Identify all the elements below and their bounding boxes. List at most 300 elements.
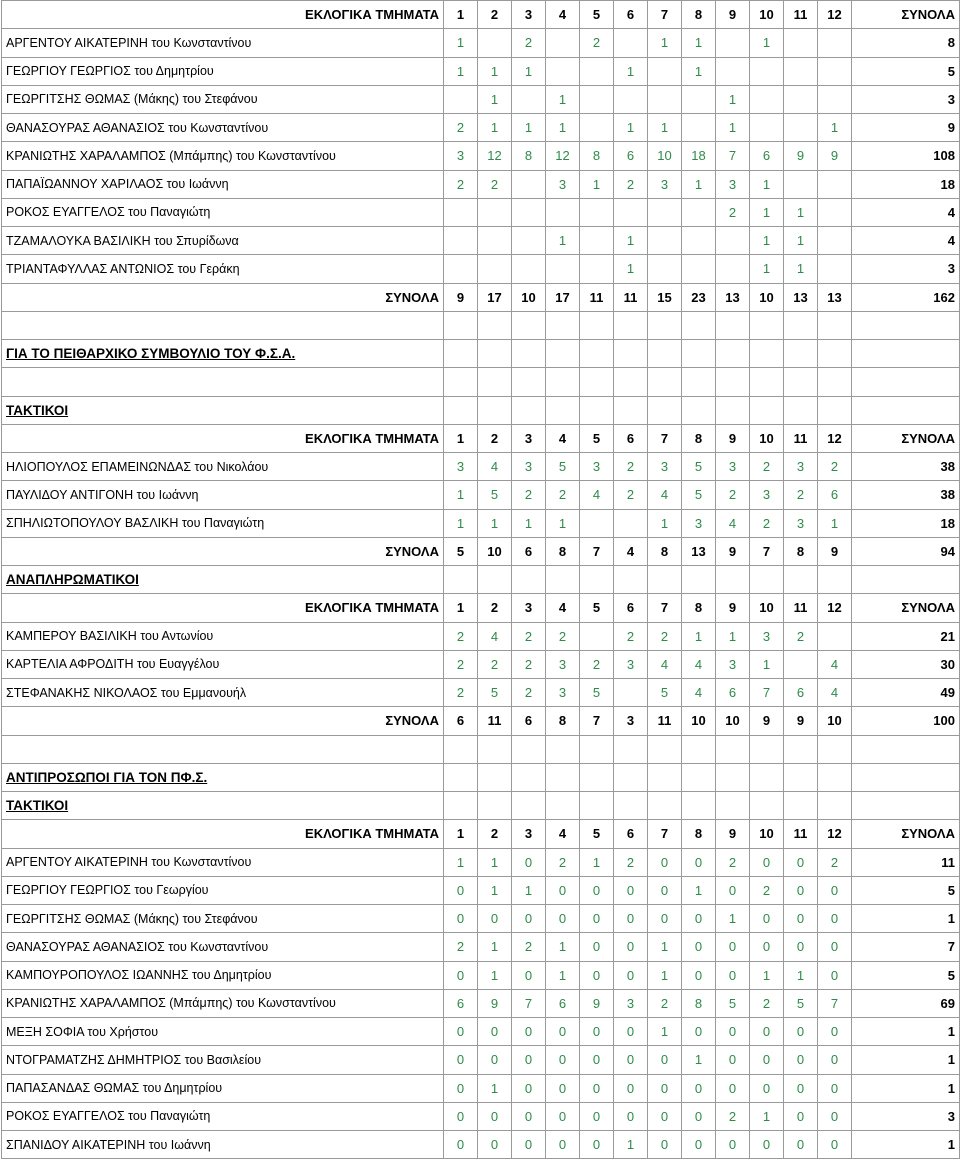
vote-cell: 1 [546,933,580,961]
table-row [2,453,960,481]
empty-cell [478,735,512,763]
vote-cell: 2 [614,170,648,198]
empty-cell [478,792,512,820]
vote-cell: 4 [716,509,750,537]
empty-cell [750,368,784,396]
station-number-header: 10 [750,820,784,848]
vote-cell: 0 [648,905,682,933]
candidate-total: 30 [852,650,960,678]
vote-cell: 9 [580,989,614,1017]
vote-cell: 0 [580,1074,614,1102]
candidate-total: 11 [852,848,960,876]
candidate-total: 1 [852,1018,960,1046]
vote-cell: 1 [512,509,546,537]
vote-cell: 0 [512,1046,546,1074]
spacer-row [2,368,960,396]
grand-total: 94 [852,537,960,565]
vote-cell [682,114,716,142]
vote-cell: 0 [648,876,682,904]
column-header-row [2,594,960,622]
station-number-header: 2 [478,424,512,452]
station-number-header: 3 [512,820,546,848]
candidate-name: ΓΕΩΡΓΙΟΥ ΓΕΩΡΓΙΟΣ του Γεωργίου [2,876,444,904]
empty-cell [2,735,444,763]
vote-cell: 3 [580,453,614,481]
station-number-header: 3 [512,594,546,622]
vote-cell [648,198,682,226]
candidate-total: 38 [852,453,960,481]
empty-cell [682,792,716,820]
station-number-header: 12 [818,1,852,29]
station-number-header: 11 [784,1,818,29]
candidate-total: 9 [852,114,960,142]
sum-label: ΣΥΝΟΛΑ [2,707,444,735]
empty-cell [818,566,852,594]
vote-cell: 1 [648,933,682,961]
vote-cell: 0 [750,933,784,961]
representatives-section-title-row [2,763,960,791]
table-row [2,29,960,57]
station-number-header: 12 [818,820,852,848]
empty-cell [444,311,478,339]
column-sum: 10 [750,283,784,311]
vote-cell: 1 [546,509,580,537]
vote-cell: 12 [546,142,580,170]
empty-cell [784,735,818,763]
vote-cell: 3 [444,142,478,170]
table-row [2,114,960,142]
vote-cell: 2 [444,650,478,678]
vote-cell: 0 [614,905,648,933]
station-number-header: 9 [716,424,750,452]
vote-cell: 1 [750,961,784,989]
vote-cell [512,198,546,226]
vote-cell: 2 [444,170,478,198]
sum-row [2,283,960,311]
vote-cell: 1 [546,961,580,989]
station-number-header: 11 [784,424,818,452]
candidate-name: ΤΖΑΜΑΛΟΥΚΑ ΒΑΣΙΛΙΚΗ του Σπυρίδωνα [2,227,444,255]
vote-cell: 0 [444,1102,478,1130]
vote-cell [478,198,512,226]
vote-cell [512,85,546,113]
vote-cell: 18 [682,142,716,170]
vote-cell: 7 [512,989,546,1017]
vote-cell: 1 [648,29,682,57]
empty-cell [614,311,648,339]
table-row [2,848,960,876]
column-header-row [2,1,960,29]
vote-cell [512,227,546,255]
empty-cell [716,340,750,368]
station-number-header: 1 [444,1,478,29]
empty-cell [750,763,784,791]
station-number-header: 6 [614,1,648,29]
empty-cell [716,735,750,763]
empty-cell [648,566,682,594]
vote-cell: 3 [784,453,818,481]
table-row [2,650,960,678]
column-sum: 9 [750,707,784,735]
vote-cell: 2 [614,622,648,650]
table-row [2,142,960,170]
vote-cell: 0 [648,848,682,876]
vote-cell [818,622,852,650]
station-number-header: 4 [546,820,580,848]
vote-cell: 0 [750,1018,784,1046]
vote-cell [648,57,682,85]
vote-cell: 2 [580,29,614,57]
station-number-header: 1 [444,594,478,622]
vote-cell: 1 [716,622,750,650]
candidate-name: ΑΡΓΕΝΤΟΥ ΑΙΚΑΤΕΡΙΝΗ του Κωνσταντίνου [2,848,444,876]
vote-cell: 0 [444,1018,478,1046]
vote-cell [580,255,614,283]
column-sum: 7 [750,537,784,565]
vote-cell: 1 [818,509,852,537]
empty-cell [512,763,546,791]
candidate-total: 5 [852,876,960,904]
vote-cell: 6 [784,679,818,707]
vote-cell: 1 [648,114,682,142]
station-number-header: 5 [580,594,614,622]
empty-cell [478,340,512,368]
empty-cell [546,763,580,791]
empty-cell [2,368,444,396]
vote-cell [818,57,852,85]
station-number-header: 2 [478,594,512,622]
representatives-regulars-title: ΤΑΚΤΙΚΟΙ [2,792,444,820]
vote-cell: 1 [784,198,818,226]
table-row [2,876,960,904]
station-number-header: 7 [648,1,682,29]
station-number-header: 2 [478,1,512,29]
vote-cell: 2 [750,876,784,904]
table-row [2,1131,960,1159]
vote-cell: 1 [512,114,546,142]
vote-cell: 4 [648,481,682,509]
station-number-header: 10 [750,424,784,452]
vote-cell: 0 [818,1018,852,1046]
sum-row [2,707,960,735]
table-row [2,933,960,961]
vote-cell: 2 [750,509,784,537]
vote-cell: 1 [444,481,478,509]
column-sum: 17 [478,283,512,311]
candidate-name: ΗΛΙΟΠΟΥΛΟΣ ΕΠΑΜΕΙΝΩΝΔΑΣ του Νικολάου [2,453,444,481]
column-sum: 9 [818,537,852,565]
representatives-regulars-title-row [2,792,960,820]
empty-cell [512,340,546,368]
table-row [2,227,960,255]
vote-cell: 2 [546,481,580,509]
vote-cell: 2 [444,622,478,650]
vote-cell: 0 [614,961,648,989]
vote-cell: 1 [614,114,648,142]
column-sum: 13 [784,283,818,311]
vote-cell: 2 [716,198,750,226]
regulars-title: ΤΑΚΤΙΚΟΙ [2,396,444,424]
vote-cell: 0 [444,905,478,933]
vote-cell: 1 [784,227,818,255]
vote-cell: 0 [444,876,478,904]
vote-cell: 0 [580,961,614,989]
polling-stations-header: ΕΚΛΟΓΙΚΑ ΤΜΗΜΑΤΑ [2,594,444,622]
vote-cell: 0 [750,848,784,876]
candidate-total: 1 [852,1131,960,1159]
vote-cell [478,255,512,283]
candidate-name: ΝΤΟΓΡΑΜΑΤΖΗΣ ΔΗΜΗΤΡΙΟΣ του Βασιλείου [2,1046,444,1074]
vote-cell: 1 [682,876,716,904]
vote-cell: 0 [580,1131,614,1159]
vote-cell: 0 [546,1046,580,1074]
empty-cell [716,566,750,594]
empty-cell [546,735,580,763]
totals-header: ΣΥΝΟΛΑ [852,424,960,452]
totals-header: ΣΥΝΟΛΑ [852,594,960,622]
table-row [2,622,960,650]
vote-cell: 3 [648,453,682,481]
vote-cell [614,85,648,113]
vote-cell: 1 [580,848,614,876]
column-sum: 8 [546,707,580,735]
totals-header: ΣΥΝΟΛΑ [852,1,960,29]
vote-cell: 0 [614,1074,648,1102]
vote-cell: 0 [512,848,546,876]
empty-cell [444,792,478,820]
candidate-name: ΡΟΚΟΣ ΕΥΑΓΓΕΛΟΣ του Παναγιώτη [2,198,444,226]
vote-cell [478,227,512,255]
empty-cell [648,340,682,368]
empty-cell [852,368,960,396]
empty-cell [512,396,546,424]
column-sum: 11 [580,283,614,311]
station-number-header: 7 [648,820,682,848]
empty-cell [444,566,478,594]
empty-cell [444,735,478,763]
vote-cell [784,170,818,198]
column-sum: 3 [614,707,648,735]
empty-cell [580,763,614,791]
vote-cell: 1 [648,961,682,989]
empty-cell [818,311,852,339]
vote-cell: 3 [444,453,478,481]
vote-cell: 1 [750,650,784,678]
column-sum: 7 [580,707,614,735]
empty-cell [614,396,648,424]
candidate-name: ΚΑΜΠΟΥΡΟΠΟΥΛΟΣ ΙΩΑΝΝΗΣ του Δημητρίου [2,961,444,989]
station-number-header: 1 [444,820,478,848]
candidate-name: ΠΑΠΑΣΑΝΔΑΣ ΘΩΜΑΣ του Δημητρίου [2,1074,444,1102]
candidate-name: ΚΑΡΤΕΛΙΑ ΑΦΡΟΔΙΤΗ του Ευαγγέλου [2,650,444,678]
vote-cell [444,85,478,113]
empty-cell [580,311,614,339]
vote-cell: 3 [682,509,716,537]
empty-cell [580,566,614,594]
vote-cell [546,198,580,226]
vote-cell: 2 [614,453,648,481]
vote-cell: 2 [750,453,784,481]
empty-cell [478,566,512,594]
empty-cell [546,311,580,339]
column-sum: 10 [682,707,716,735]
empty-cell [444,340,478,368]
empty-cell [750,340,784,368]
vote-cell: 0 [580,905,614,933]
empty-cell [614,566,648,594]
candidate-name: ΚΑΜΠΕΡΟΥ ΒΑΣΙΛΙΚΗ του Αντωνίου [2,622,444,650]
candidate-total: 38 [852,481,960,509]
empty-cell [818,735,852,763]
column-sum: 9 [444,283,478,311]
vote-cell: 0 [784,876,818,904]
vote-cell: 0 [512,1131,546,1159]
column-sum: 5 [444,537,478,565]
candidate-name: ΤΡΙΑΝΤΑΦΥΛΛΑΣ ΑΝΤΩΝΙΟΣ του Γεράκη [2,255,444,283]
vote-cell: 3 [546,170,580,198]
vote-cell: 3 [614,650,648,678]
vote-cell: 2 [512,933,546,961]
vote-cell: 2 [648,622,682,650]
vote-cell: 1 [750,227,784,255]
vote-cell: 1 [478,509,512,537]
vote-cell: 0 [444,961,478,989]
candidate-name: ΘΑΝΑΣΟΥΡΑΣ ΑΘΑΝΑΣΙΟΣ του Κωνσταντίνου [2,114,444,142]
station-number-header: 4 [546,1,580,29]
column-sum: 9 [784,707,818,735]
column-sum: 11 [478,707,512,735]
empty-cell [852,340,960,368]
table-row [2,905,960,933]
vote-cell: 0 [580,1102,614,1130]
empty-cell [614,763,648,791]
vote-cell: 0 [614,876,648,904]
empty-cell [648,792,682,820]
table-row [2,1102,960,1130]
vote-cell [512,255,546,283]
empty-cell [648,311,682,339]
table-row [2,1018,960,1046]
vote-cell: 0 [614,1018,648,1046]
vote-cell [682,255,716,283]
vote-cell: 1 [546,227,580,255]
candidate-total: 5 [852,961,960,989]
station-number-header: 1 [444,424,478,452]
empty-cell [682,368,716,396]
vote-cell: 0 [444,1131,478,1159]
column-sum: 10 [818,707,852,735]
column-sum: 8 [546,537,580,565]
station-number-header: 11 [784,594,818,622]
vote-cell: 0 [682,933,716,961]
vote-cell: 0 [512,1018,546,1046]
column-sum: 17 [546,283,580,311]
vote-cell: 1 [750,1102,784,1130]
vote-cell: 0 [818,1046,852,1074]
candidate-total: 1 [852,1046,960,1074]
column-sum: 6 [444,707,478,735]
empty-cell [444,368,478,396]
vote-cell [682,198,716,226]
candidate-total: 7 [852,933,960,961]
vote-cell: 3 [546,650,580,678]
empty-cell [818,792,852,820]
vote-cell: 8 [512,142,546,170]
candidate-name: ΑΡΓΕΝΤΟΥ ΑΙΚΑΤΕΡΙΝΗ του Κωνσταντίνου [2,29,444,57]
vote-cell: 1 [648,1018,682,1046]
station-number-header: 7 [648,424,682,452]
results-table [1,0,960,1159]
sum-label: ΣΥΝΟΛΑ [2,537,444,565]
vote-cell: 2 [444,679,478,707]
vote-cell [580,198,614,226]
vote-cell: 2 [512,679,546,707]
vote-cell: 0 [648,1102,682,1130]
vote-cell: 1 [478,114,512,142]
column-sum: 4 [614,537,648,565]
vote-cell: 0 [546,1131,580,1159]
vote-cell [818,255,852,283]
vote-cell: 5 [682,481,716,509]
representatives-section-title: ΑΝΤΙΠΡΟΣΩΠΟΙ ΓΙΑ ΤΟΝ ΠΦ.Σ. [2,763,444,791]
vote-cell: 1 [478,1074,512,1102]
vote-cell: 0 [478,1018,512,1046]
vote-cell: 0 [716,933,750,961]
vote-cell: 3 [750,481,784,509]
vote-cell [784,650,818,678]
vote-cell [580,57,614,85]
vote-cell: 0 [750,1074,784,1102]
station-number-header: 2 [478,820,512,848]
station-number-header: 4 [546,594,580,622]
vote-cell: 0 [546,905,580,933]
column-sum: 8 [648,537,682,565]
empty-cell [750,311,784,339]
candidate-total: 18 [852,170,960,198]
empty-cell [444,763,478,791]
vote-cell: 2 [614,848,648,876]
vote-cell: 0 [750,1131,784,1159]
vote-cell: 7 [750,679,784,707]
empty-cell [852,735,960,763]
station-number-header: 8 [682,1,716,29]
vote-cell: 0 [580,1018,614,1046]
candidate-total: 3 [852,255,960,283]
column-header-row [2,424,960,452]
candidate-total: 3 [852,1102,960,1130]
vote-cell: 0 [682,848,716,876]
vote-cell: 0 [682,905,716,933]
station-number-header: 3 [512,424,546,452]
vote-cell [546,57,580,85]
vote-cell [444,255,478,283]
vote-cell [614,29,648,57]
candidate-total: 4 [852,227,960,255]
station-number-header: 10 [750,594,784,622]
vote-cell: 0 [682,1102,716,1130]
vote-cell: 0 [512,905,546,933]
vote-cell: 1 [580,170,614,198]
empty-cell [546,340,580,368]
vote-cell: 4 [478,622,512,650]
vote-cell: 0 [818,1102,852,1130]
vote-cell: 3 [648,170,682,198]
column-sum: 6 [512,707,546,735]
vote-cell: 2 [750,989,784,1017]
column-sum: 11 [614,283,648,311]
vote-cell: 6 [818,481,852,509]
vote-cell: 1 [614,1131,648,1159]
